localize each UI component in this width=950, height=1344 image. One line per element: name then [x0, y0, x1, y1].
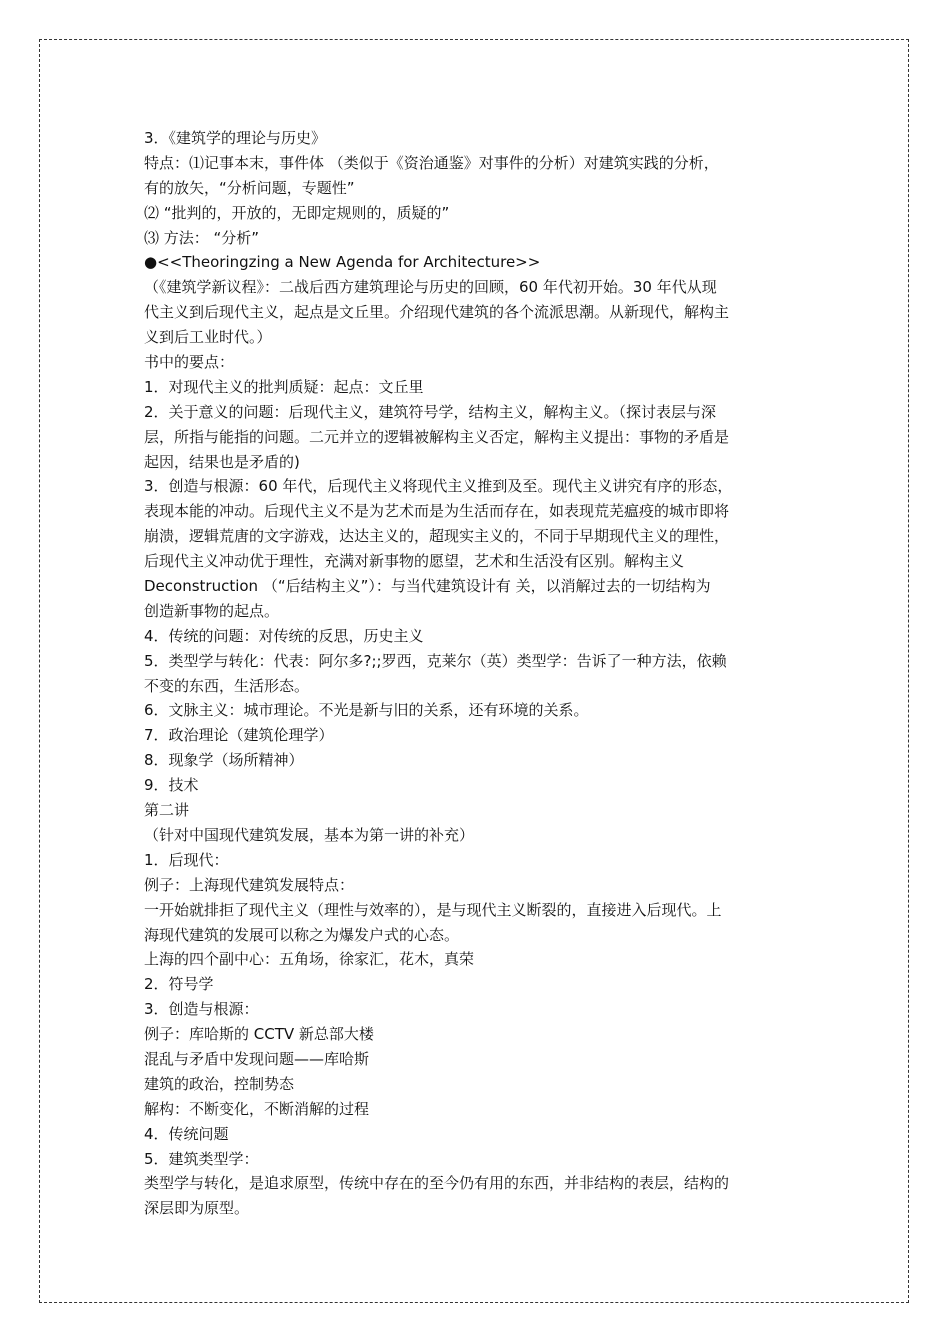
text-line: 崩溃，逻辑荒唐的文字游戏，达达主义的，超现实主义的，不同于早期现代主义的理性， — [144, 527, 730, 546]
text-line: 9．技术 — [144, 776, 199, 795]
document-body — [144, 126, 808, 1221]
text-line: （《建筑学新议程》：二战后西方建筑理论与历史的回顾，60 年代初开始。30 年代从现 — [144, 278, 717, 297]
text-line: 1．对现代主义的批判质疑：起点：文丘里 — [144, 377, 424, 396]
text-line: 2．符号学 — [144, 975, 214, 994]
text-line: 4．传统问题 — [144, 1124, 229, 1143]
text-line: 8．现象学（场所精神） — [144, 751, 304, 770]
text-line: 5．类型学与转化：代表：阿尔多?;;罗西，克莱尔（英）类型学：告诉了一种方法，依赖 — [144, 651, 727, 670]
text-line: ⑵ “批判的，开放的，无即定规则的，质疑的” — [144, 203, 450, 222]
text-line: 混乱与矛盾中发现问题——库哈斯 — [144, 1049, 370, 1068]
text-line: 代主义到后现代主义，起点是文丘里。介绍现代建筑的各个流派思潮。从新现代，解构主 — [144, 303, 730, 322]
text-line: 第二讲 — [144, 801, 190, 820]
text-line: 层，所指与能指的问题。二元并立的逻辑被解构主义否定，解构主义提出：事物的矛盾是 — [144, 427, 730, 446]
text-line: 3．创造与根源：60 年代，后现代主义将现代主义推到及至。现代主义讲究有序的形态， — [144, 477, 733, 496]
text-line: 特点：⑴记事本末，事件体 （类似于《资治通鉴》对事件的分析）对建筑实践的分析， — [144, 153, 719, 172]
text-line: ⑶ 方法： “分析” — [144, 228, 260, 247]
text-line: ●<<Theoringzing a New Agenda for Architecture>> — [144, 253, 541, 272]
text-line: 解构：不断变化，不断消解的过程 — [144, 1099, 370, 1118]
text-line: 义到后工业时代。） — [144, 328, 272, 347]
text-line: 7．政治理论（建筑伦理学） — [144, 726, 334, 745]
text-line: 海现代建筑的发展可以称之为爆发户式的心态。 — [144, 925, 460, 944]
text-line: 3．创造与根源： — [144, 1000, 259, 1019]
text-line: （针对中国现代建筑发展，基本为第一讲的补充） — [144, 825, 475, 844]
text-line: 1．后现代： — [144, 850, 229, 869]
text-line: 深层即为原型。 — [144, 1199, 250, 1218]
text-line: 例子：库哈斯的 CCTV 新总部大楼 — [144, 1025, 374, 1044]
text-line: 创造新事物的起点。 — [144, 601, 280, 620]
text-line: 有的放矢，“分析问题，专题性” — [144, 178, 355, 197]
text-line: 表现本能的冲动。后现代主义不是为艺术而是为生活而存在，如表现荒芜瘟疫的城市即将 — [144, 502, 730, 521]
text-line: 类型学与转化，是追求原型，传统中存在的至今仍有用的东西，并非结构的表层，结构的 — [144, 1174, 730, 1193]
text-line: 2．关于意义的问题：后现代主义，建筑符号学，结构主义，解构主义。（探讨表层与深 — [144, 402, 717, 421]
text-line: Deconstruction （“后结构主义”）：与当代建筑设计有 关，以消解过去的一切结构为 — [144, 577, 711, 596]
text-line: 起因，结果也是矛盾的) — [144, 452, 300, 471]
text-line: 不变的东西，生活形态。 — [144, 676, 310, 695]
text-line: 一开始就排拒了现代主义（理性与效率的），是与现代主义断裂的，直接进入后现代。上 — [144, 900, 722, 919]
text-line: 6．文脉主义：城市理论。不光是新与旧的关系，还有环境的关系。 — [144, 701, 589, 720]
text-line: 上海的四个副中心：五角场，徐家汇，花木，真荣 — [144, 950, 475, 969]
text-line: 3．《建筑学的理论与历史》 — [144, 129, 327, 147]
text-line: 书中的要点： — [144, 353, 235, 372]
text-line: 4．传统的问题：对传统的反思，历史主义 — [144, 626, 424, 645]
text-line: 建筑的政治，控制势态 — [144, 1074, 295, 1093]
text-line: 例子：上海现代建筑发展特点： — [144, 875, 355, 894]
text-line: 5．建筑类型学： — [144, 1149, 259, 1168]
text-line: 后现代主义冲动优于理性，充满对新事物的愿望，艺术和生活没有区别。解构主义 — [144, 552, 685, 571]
